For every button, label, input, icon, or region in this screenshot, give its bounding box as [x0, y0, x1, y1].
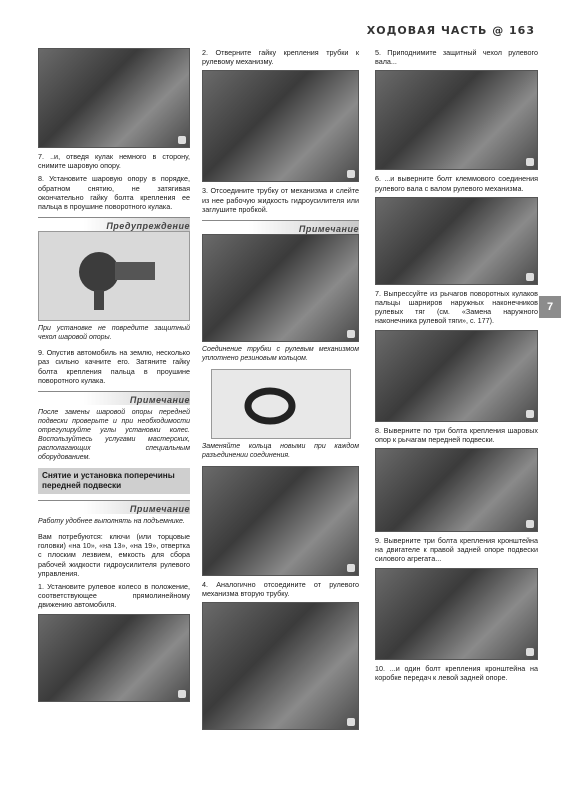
note-heading-2: Примечание — [38, 500, 190, 514]
photo-ball-joint-bolts — [375, 330, 538, 422]
step-8-text: 8. Установите шаровую опору в порядке, обратном снятию, не затягивая окончательно гайку болта крепления ее пальца в проушине поворотного кулака. — [38, 174, 190, 212]
photo-disconnect-pipe — [202, 602, 359, 730]
step-2-text: 2. Отверните гайку крепления трубки к рулевому механизму. — [202, 48, 359, 67]
step-8-text-col3: 8. Выверните по три болта крепления шаровых опор к рычагам передней подвески. — [375, 425, 538, 444]
page-header — [0, 0, 583, 40]
section-name: ХОДОВАЯ ЧАСТЬ — [366, 24, 488, 37]
step-4-text: 4. Аналогично отсоедините от рулевого механизма вторую трубку. — [202, 580, 359, 599]
photo-ball-joint — [38, 231, 190, 321]
step-10-text: 10. ...и один болт крепления кронштейна на коробке передач к левой задней опоре. — [375, 663, 538, 682]
note-text-2: Работу удобнее выполнять на подъемнике. — [38, 518, 185, 526]
column-3 — [375, 48, 538, 686]
warning-text: При установке не повредите защитный чехол шаровой опоры. — [38, 325, 190, 342]
photo-second-pipe — [202, 466, 359, 576]
note-heading-col2: Примечание — [202, 220, 359, 234]
column-2 — [202, 48, 359, 730]
step-5-text: 5. Приподнимите защитный чехол рулевого вала... — [375, 48, 538, 67]
tools-text: Вам потребуются: ключи (или торцовые головки) «на 10», «на 13», «на 19», отвертка с плоским лезвием, емкость для сбора рабочей жидкости гидроусилителя рулевого управления. — [38, 532, 190, 578]
step-7-text: 7. ..и, отведя кулак немного в сторону, снимите шаровую опору. — [38, 152, 190, 171]
column-1 — [38, 48, 190, 702]
step-3-text: 3. Отсоедините трубку от механизма и слейте из нее рабочую жидкость гидроусилителя или заглушите пробкой. — [202, 186, 359, 214]
photo-gearbox-bracket — [375, 568, 538, 660]
photo-tie-rod — [375, 197, 538, 285]
note-heading-1: Примечание — [38, 391, 190, 405]
photo-steering-position — [38, 614, 190, 702]
warning-heading: Предупреждение — [38, 217, 190, 231]
step-7-text-col3: 7. Выпрессуйте из рычагов поворотных кулаков пальцы шарниров наружных наконечников рулевых тяг (см. «Замена наружного наконечника рулевой тяги», с. 177). — [375, 288, 538, 326]
photo-remove-ball-joint — [38, 48, 190, 148]
section-title: Снятие и установка поперечины передней подвески — [38, 468, 190, 494]
header-title — [367, 24, 535, 37]
page-number: 163 — [509, 24, 535, 37]
note-text-1: После замены шаровой опоры передней подвески проверьте и при необходимости отрегулируйте углы установки колес. Воспользуйтесь услугами мастерских, располагающих специальным оборудованием. — [38, 409, 190, 462]
photo-unscrew-nut — [202, 70, 359, 182]
ball-joint-icon — [39, 232, 189, 320]
chapter-tab: 7 — [539, 296, 561, 318]
step-6-text: 6. ...и выверните болт клеммового соединения рулевого вала с валом рулевого механизма. — [375, 174, 538, 193]
step-1-text: 1. Установите рулевое колесо в положение, соответствующее прямолинейному движению автомобиля. — [38, 582, 190, 610]
header-symbol: @ — [492, 24, 505, 37]
photo-lift-boot — [375, 70, 538, 170]
step-9-text-col3: 9. Выверните три болта крепления кронштейна на двигателе к правой задней опоре подвески силового агрегата... — [375, 536, 538, 564]
ring-caption: Заменяйте кольца новыми при каждом разъединении соединения. — [202, 443, 359, 460]
o-ring-icon — [212, 370, 350, 438]
photo-engine-bracket — [375, 448, 538, 532]
note-caption-col2: Соединение трубки с рулевым механизмом уплотнено резиновым кольцом. — [202, 346, 359, 363]
step-9-text: 9. Опустив автомобиль на землю, несколько раз сильно качните его. Затяните гайку болта крепления пальца в проушине поворотного кулака. — [38, 348, 190, 385]
photo-pipe-connection — [202, 234, 359, 342]
photo-o-ring — [211, 369, 351, 439]
